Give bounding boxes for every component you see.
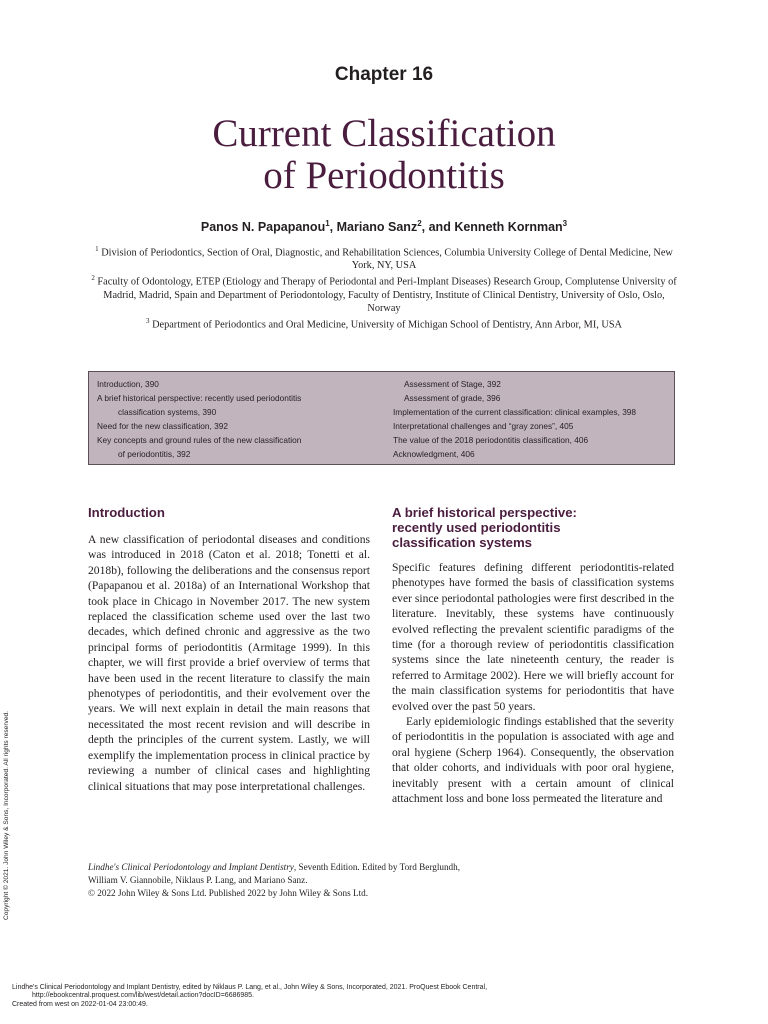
- toc-entry[interactable]: Interpretational challenges and “gray zones”, 405: [393, 421, 574, 431]
- citation-footer: [12, 984, 752, 1009]
- toc-entry[interactable]: The value of the 2018 periodontitis classification, 406: [393, 435, 589, 445]
- author-separator: ,: [329, 220, 337, 235]
- toc-entry[interactable]: Assessment of grade, 396: [404, 393, 501, 403]
- author-name: Kenneth Kornman: [454, 220, 563, 235]
- citation-line: Created from west on 2022-01-04 23:00:49.: [12, 1000, 148, 1008]
- chapter-label: Chapter 16: [334, 64, 434, 85]
- toc-entry[interactable]: Implementation of the current classification: clinical examples, 398: [393, 407, 637, 417]
- historical-perspective-section: [392, 505, 674, 807]
- title-line-1: Current Classification: [212, 112, 556, 155]
- affiliation-marker: 3: [562, 219, 568, 228]
- paragraph: A new classification of periodontal diseases and conditions was introduced in 2018 (Caton et al. 2018; Tonetti et al. 2018b), following the deliberations and the consensus report (Papapanou et al. 2018a) of an International Workshop that took place in Chicago in November 2017. The new system replaced the classification scheme used over the last two decades, which defined chronic and aggressive as the two principal forms of periodontitis (Armitage 1999). In this chapter, we will first provide a brief overview of terms that have been used in the recent literature to classify the main phenotypes of periodontitis, and their evolvement over the years. We will next explain in detail the main reasons that necessitated the most recent revision and will describe in depth the principles of the current system. Lastly, we will exemplify the implementation process in clinical practice by reviewing a number of clinical cases and highlighting clinical situations that may pose interpretational challenges.: [88, 533, 370, 793]
- author-separator: , and: [421, 220, 455, 235]
- toc-entry[interactable]: Key concepts and ground rules of the new classification: [97, 435, 302, 445]
- chapter-title: [0, 113, 768, 197]
- affiliation-text: Division of Periodontics, Section of Oral, Diagnostic, and Rehabilitation Sciences, Columbia University College of Dental Medicine, New York, NY, USA: [101, 247, 673, 272]
- author-name: Panos N. Papapanou: [200, 220, 326, 235]
- toc-column-right: [393, 377, 673, 461]
- toc-entry-continuation[interactable]: of periodontitis, 392: [118, 449, 191, 459]
- author-name: Mariano Sanz: [336, 220, 418, 235]
- book-footnote: [88, 861, 588, 900]
- paragraph: Early epidemiologic findings established that the severity of periodontitis in the population is associated with age and oral hygiene (Scherp 1964). Consequently, the observation that older cohorts, and individuals with poor oral hygiene, inevitably present with a certain amount of clinical attachment loss and bone loss permeated the literature and: [392, 715, 674, 806]
- title-line-2: of Periodontitis: [263, 154, 505, 197]
- affiliation-text: Department of Periodontics and Oral Medicine, University of Michigan School of Dentistry, Ann Arbor, MI, USA: [152, 319, 622, 331]
- section-heading: [392, 505, 674, 550]
- affiliation-number: 1: [95, 245, 99, 253]
- author-list: [0, 219, 768, 234]
- section-heading: Introduction: [88, 505, 165, 520]
- citation-url[interactable]: http://ebookcentral.proquest.com/lib/west/detail.action?docID=6686985.: [32, 992, 255, 1000]
- paragraph: Specific features defining different periodontitis-related phenotypes have formed the basis of classification systems ever since periodontal pathologies were first described in the literature. Inevitably, these systems have continuously evolved reflecting the prevalent scientific paradigms of the time (for a thorough review of periodontitis classification systems since the late nineteenth century, the reader is referred to Armitage 2002). Here we will briefly account for the main classification systems for periodontitis that have evolved over the past 50 years.: [392, 561, 675, 713]
- toc-entry[interactable]: Introduction, 390: [97, 379, 159, 389]
- toc-entry[interactable]: Acknowledgment, 406: [393, 449, 475, 459]
- toc-entry-continuation[interactable]: classification systems, 390: [118, 407, 217, 417]
- table-of-contents: [88, 371, 675, 465]
- section-body: [392, 560, 674, 807]
- affiliation-marker: 2: [417, 219, 422, 228]
- toc-column-left: [97, 377, 387, 461]
- toc-entry[interactable]: A brief historical perspective: recently used periodontitis: [97, 393, 302, 403]
- heading-line: recently used periodontitis: [392, 520, 561, 535]
- book-title: Lindhe's Clinical Periodontology and Implant Dentistry: [88, 862, 294, 872]
- edition-text: , Seventh Edition. Edited by Tord Berglundh,: [293, 862, 461, 872]
- introduction-section: [88, 505, 370, 794]
- affiliation: [90, 243, 678, 272]
- footnote-line: [88, 861, 588, 874]
- heading-line: A brief historical perspective:: [392, 505, 577, 520]
- affiliation-number: 2: [91, 274, 95, 283]
- toc-entry[interactable]: Need for the new classification, 392: [97, 421, 228, 431]
- section-body: [88, 532, 370, 794]
- citation-line: Lindhe's Clinical Periodontology and Implant Dentistry, edited by Niklaus P. Lang, et al., John Wiley & Sons, Incorporated, 2021. ProQuest Ebook Central,: [12, 984, 488, 991]
- heading-line: classification systems: [392, 535, 533, 550]
- affiliations: [90, 243, 678, 331]
- side-copyright-notice: Copyright © 2021. John Wiley & Sons, Incorporated. All rights reserved.: [3, 710, 10, 920]
- footnote-line: William V. Giannobile, Niklaus P. Lang, and Mariano Sanz.: [88, 875, 308, 885]
- toc-entry[interactable]: Assessment of Stage, 392: [404, 379, 501, 389]
- affiliation: [90, 315, 678, 331]
- affiliation: [90, 272, 678, 314]
- affiliation-marker: 1: [325, 219, 330, 228]
- affiliation-number: 3: [146, 316, 150, 325]
- affiliation-text: Faculty of Odontology, ETEP (Etiology and Therapy of Periodontal and Peri-Implant Diseases) Research Group, Complutense University of Madrid, Madrid, Spain and Department of Periodontology, Faculty of Dentistry, Institute of Clinical Dentistry, University of Oslo, Oslo, Norway: [97, 276, 677, 314]
- footnote-line: © 2022 John Wiley & Sons Ltd. Published 2022 by John Wiley & Sons Ltd.: [88, 888, 369, 898]
